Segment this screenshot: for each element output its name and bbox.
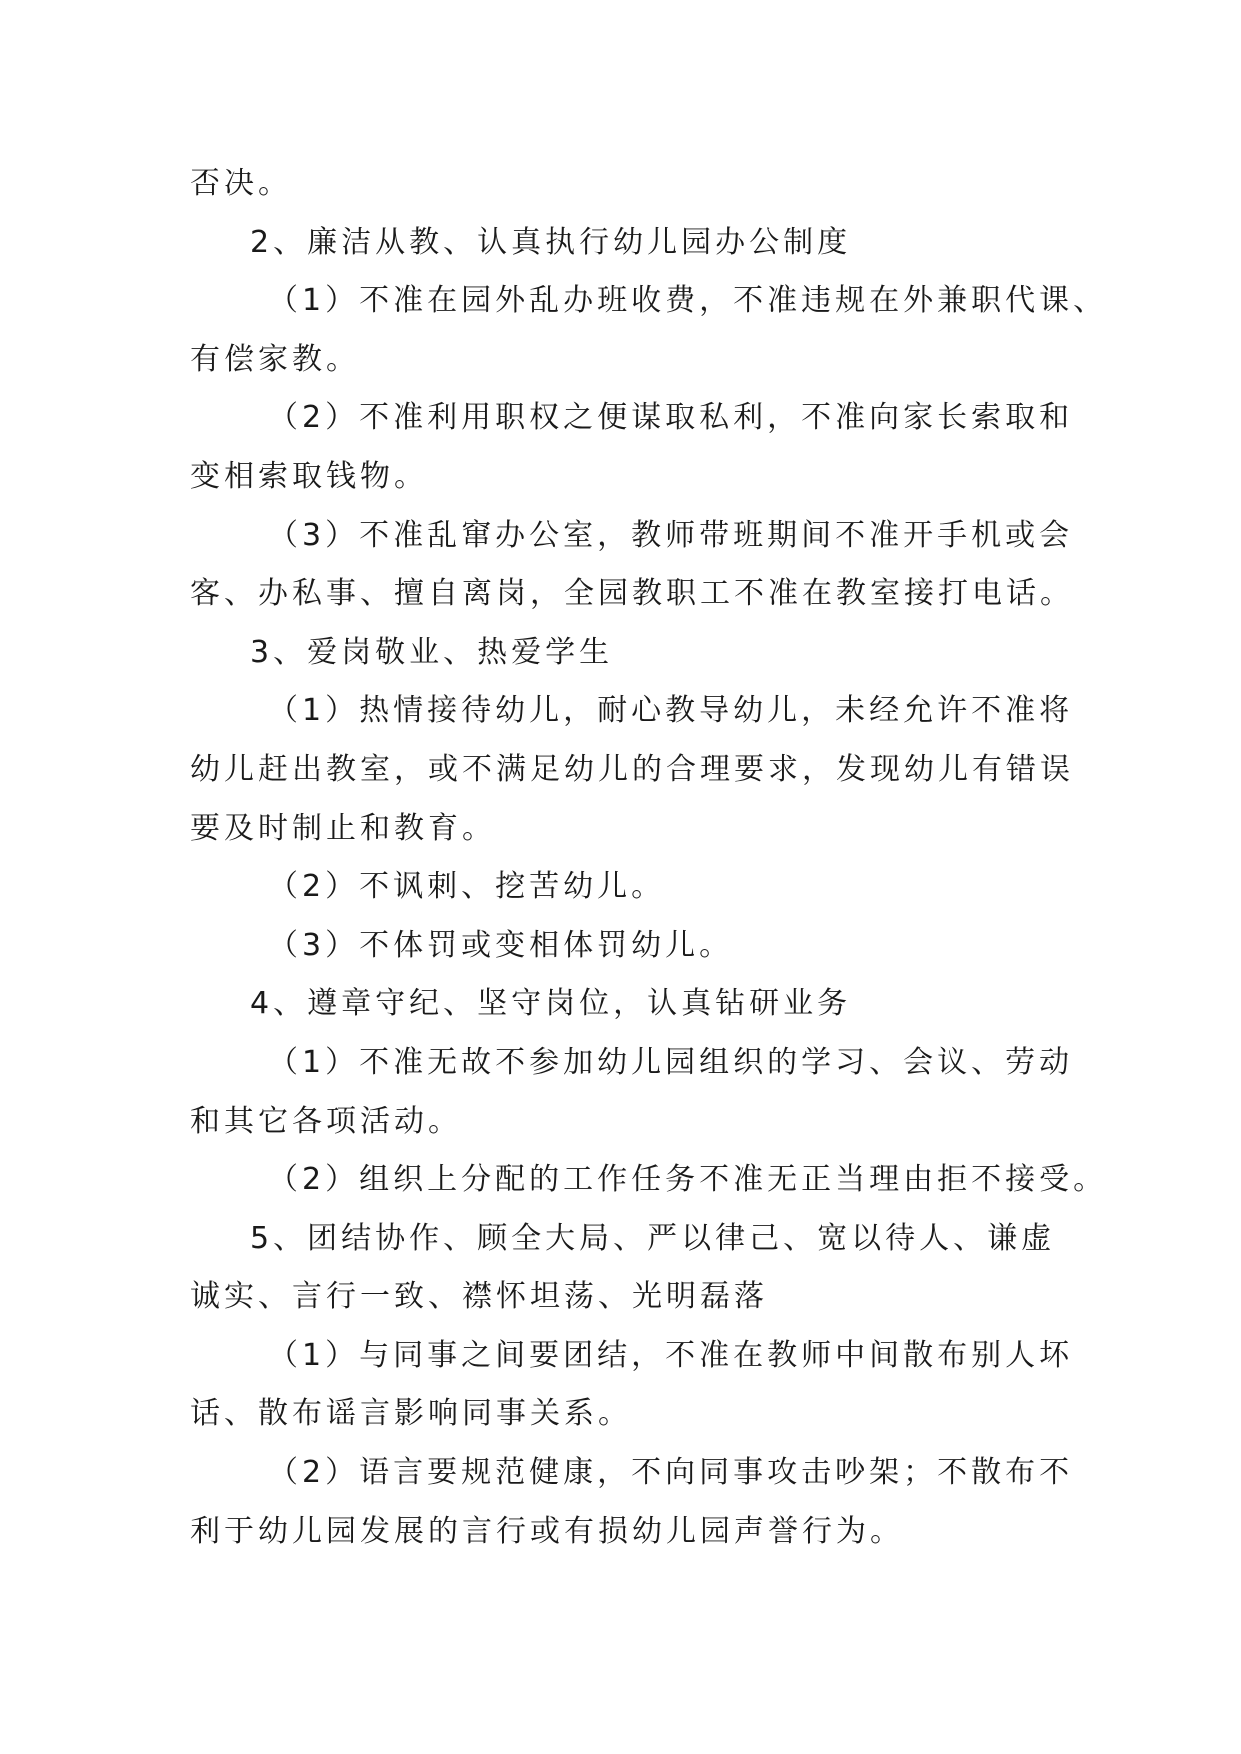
text-line: 客、办私事、擅自离岗，全园教职工不准在教室接打电话。 bbox=[190, 576, 1074, 612]
section-heading: 4、遵章守纪、坚守岗位，认真钻研业务 bbox=[250, 986, 852, 1022]
text-line: （2）不准利用职权之便谋取私利，不准向家长索取和 bbox=[268, 400, 1074, 436]
text-line: 幼儿赶出教室，或不满足幼儿的合理要求，发现幼儿有错误 bbox=[190, 751, 1074, 787]
text-line: （1）与同事之间要团结，不准在教师中间散布别人坏 bbox=[268, 1337, 1074, 1373]
text-line: （1）不准在园外乱办班收费，不准违规在外兼职代课、 bbox=[268, 283, 1108, 319]
text-line: 话、散布谣言影响同事关系。 bbox=[190, 1396, 632, 1432]
text-line: 否决。 bbox=[190, 166, 292, 201]
section-heading: 3、爱岗敬业、热爱学生 bbox=[250, 634, 614, 670]
text-line: 利于幼儿园发展的言行或有损幼儿园声誉行为。 bbox=[190, 1513, 904, 1549]
text-line: （1）不准无故不参加幼儿园组织的学习、会议、劳动 bbox=[268, 1044, 1074, 1080]
text-line: 有偿家教。 bbox=[190, 341, 360, 377]
text-line: 要及时制止和教育。 bbox=[190, 810, 496, 846]
text-line: 和其它各项活动。 bbox=[190, 1103, 462, 1139]
text-line: 诚实、言行一致、襟怀坦荡、光明磊落 bbox=[190, 1279, 768, 1315]
text-line: （1）热情接待幼儿，耐心教导幼儿，未经允许不准将 bbox=[268, 693, 1074, 729]
section-heading: 2、廉洁从教、认真执行幼儿园办公制度 bbox=[250, 224, 852, 260]
text-line: （3）不准乱窜办公室，教师带班期间不准开手机或会 bbox=[268, 517, 1074, 553]
section-heading: 5、团结协作、顾全大局、严以律己、宽以待人、谦虚 bbox=[250, 1220, 1056, 1256]
document-body bbox=[190, 155, 1108, 1561]
text-line: 变相索取钱物。 bbox=[190, 458, 428, 494]
text-line: （3）不体罚或变相体罚幼儿。 bbox=[268, 927, 734, 963]
text-line: （2）组织上分配的工作任务不准无正当理由拒不接受。 bbox=[268, 1162, 1108, 1198]
text-line: （2）语言要规范健康，不向同事攻击吵架；不散布不 bbox=[268, 1455, 1074, 1491]
text-line: （2）不讽刺、挖苦幼儿。 bbox=[268, 869, 666, 905]
